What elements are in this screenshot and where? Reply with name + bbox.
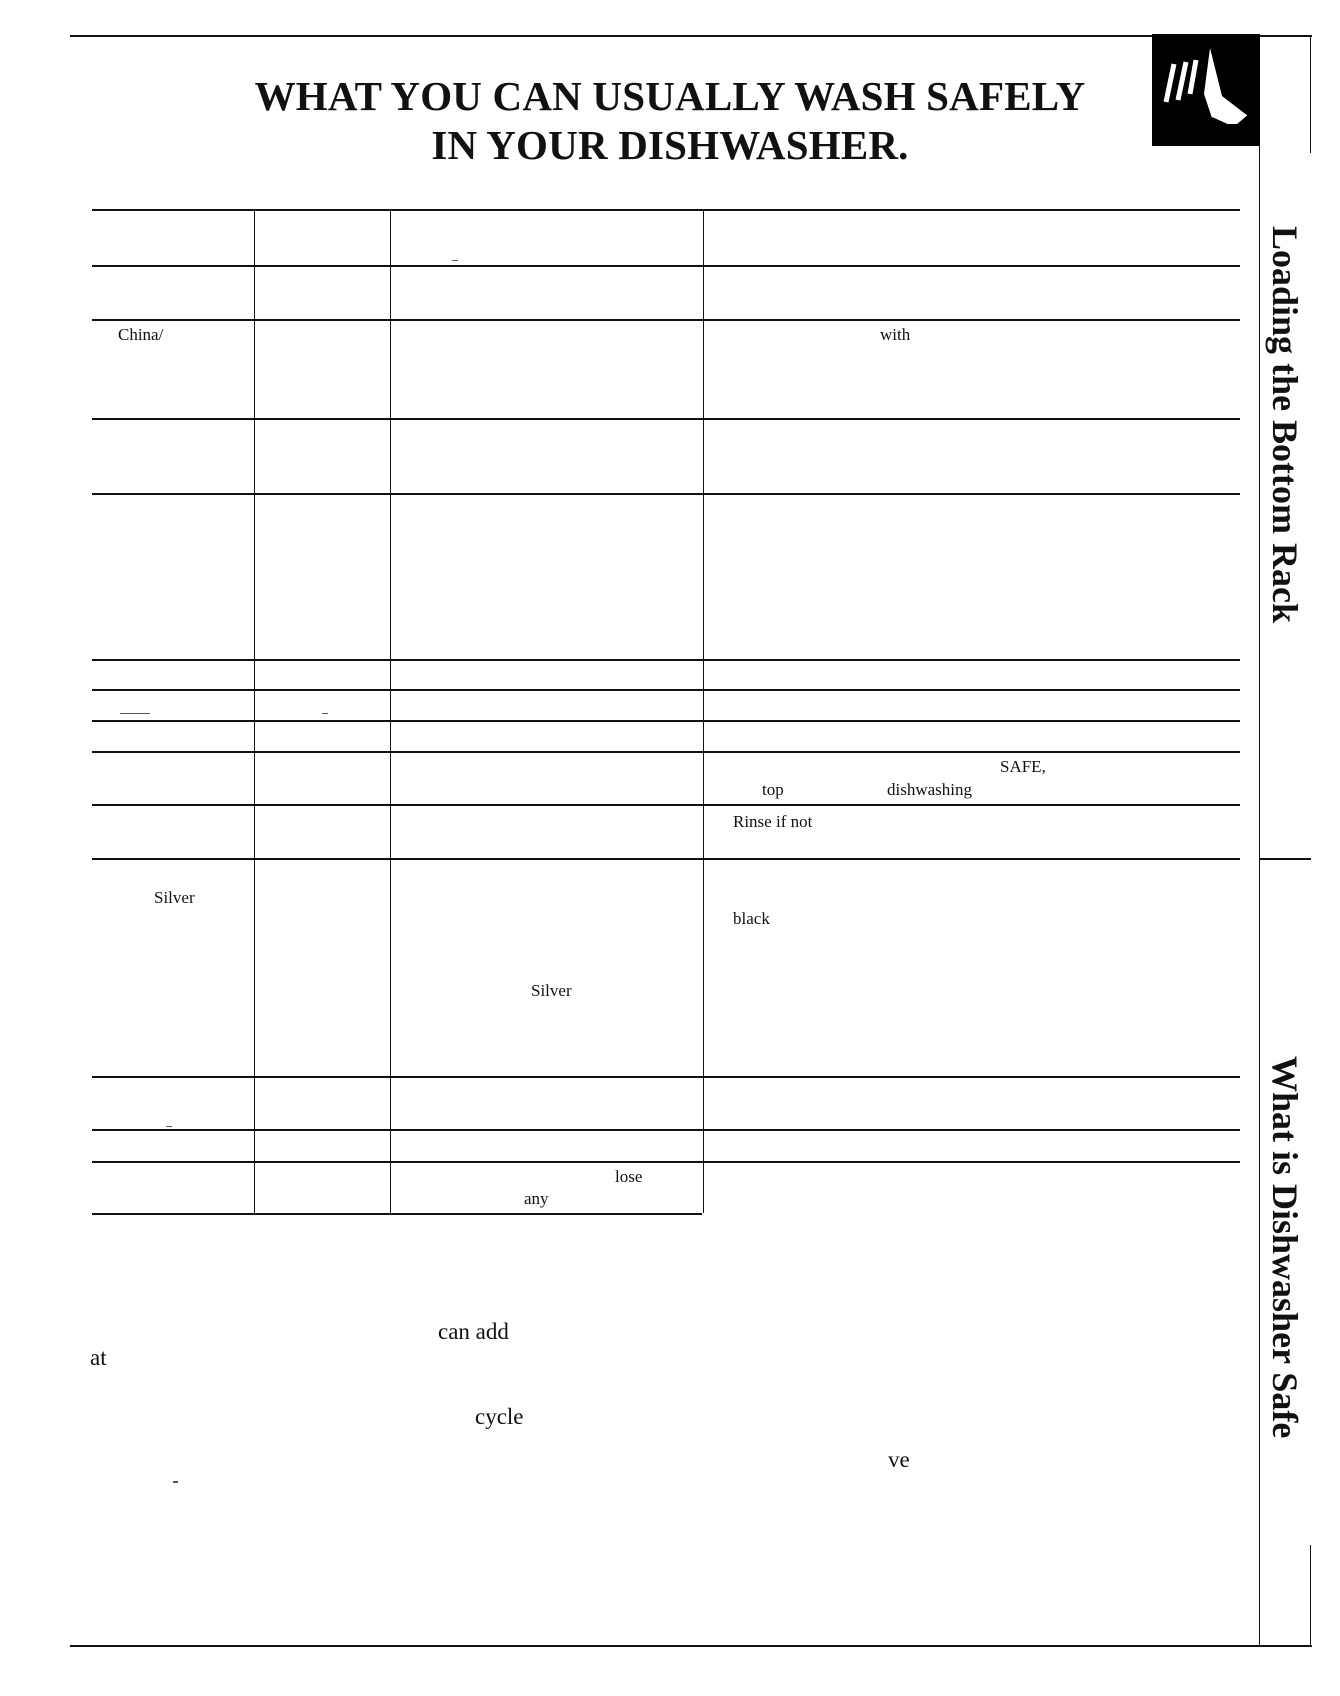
footer-ve: ve: [888, 1447, 910, 1472]
scan-mark: [322, 713, 328, 714]
table-column-rule: [254, 209, 255, 1213]
title-line-1: WHAT YOU CAN USUALLY WASH SAFELY: [254, 73, 1086, 119]
cell-rinse-if-not: Rinse if not: [733, 812, 813, 831]
tab-frame-right-lower: [1310, 1545, 1311, 1645]
cell-lose: lose: [615, 1167, 643, 1186]
page-title: [140, 72, 1200, 170]
scan-mark: [166, 1126, 172, 1127]
table-rule: [92, 1161, 1240, 1163]
tab-divider: [1259, 858, 1311, 860]
table-rule: [92, 751, 1240, 753]
scan-mark: [452, 260, 458, 261]
scan-mark: [173, 1481, 178, 1483]
table-rule: [92, 858, 1240, 860]
cell-black: black: [733, 909, 770, 928]
table-rule: [92, 659, 1240, 661]
table-rule: [92, 1129, 1240, 1131]
side-tab-loading-bottom-rack: Loading the Bottom Rack: [1265, 226, 1305, 624]
footer-cycle: cycle: [475, 1404, 524, 1429]
footer-at: at: [90, 1345, 107, 1370]
cell-dishwashing: dishwashing: [887, 780, 972, 799]
table-column-rule: [703, 209, 704, 1213]
tab-frame-left: [1259, 146, 1260, 1646]
cell-any: any: [524, 1189, 549, 1208]
tab-frame-right: [1310, 35, 1311, 153]
footer-can-add: can add: [438, 1319, 509, 1344]
scan-mark: [120, 713, 150, 714]
table-rule: [92, 689, 1240, 691]
table-rule: [92, 319, 1240, 321]
table-rule: [92, 265, 1240, 267]
table-column-rule: [390, 209, 391, 1213]
title-line-2: IN YOUR DISHWASHER.: [431, 122, 909, 168]
table-rule: [92, 804, 1240, 806]
cell-silver-left: Silver: [154, 888, 195, 907]
top-rule: [70, 35, 1312, 37]
table-rule: [92, 1076, 1240, 1078]
cell-with: with: [880, 325, 911, 344]
bottom-rule: [70, 1645, 1312, 1647]
table-rule: [92, 418, 1240, 420]
table-rule: [92, 209, 1240, 211]
table-rule: [92, 720, 1240, 722]
table-rule: [92, 493, 1240, 495]
cell-top: top: [762, 780, 784, 799]
cell-safe: SAFE,: [1000, 757, 1046, 776]
side-tab-dishwasher-safe: What is Dishwasher Safe: [1265, 1056, 1305, 1439]
cell-china: China/: [118, 325, 164, 344]
table-rule: [92, 1213, 702, 1215]
cell-silver-mid: Silver: [531, 981, 572, 1000]
